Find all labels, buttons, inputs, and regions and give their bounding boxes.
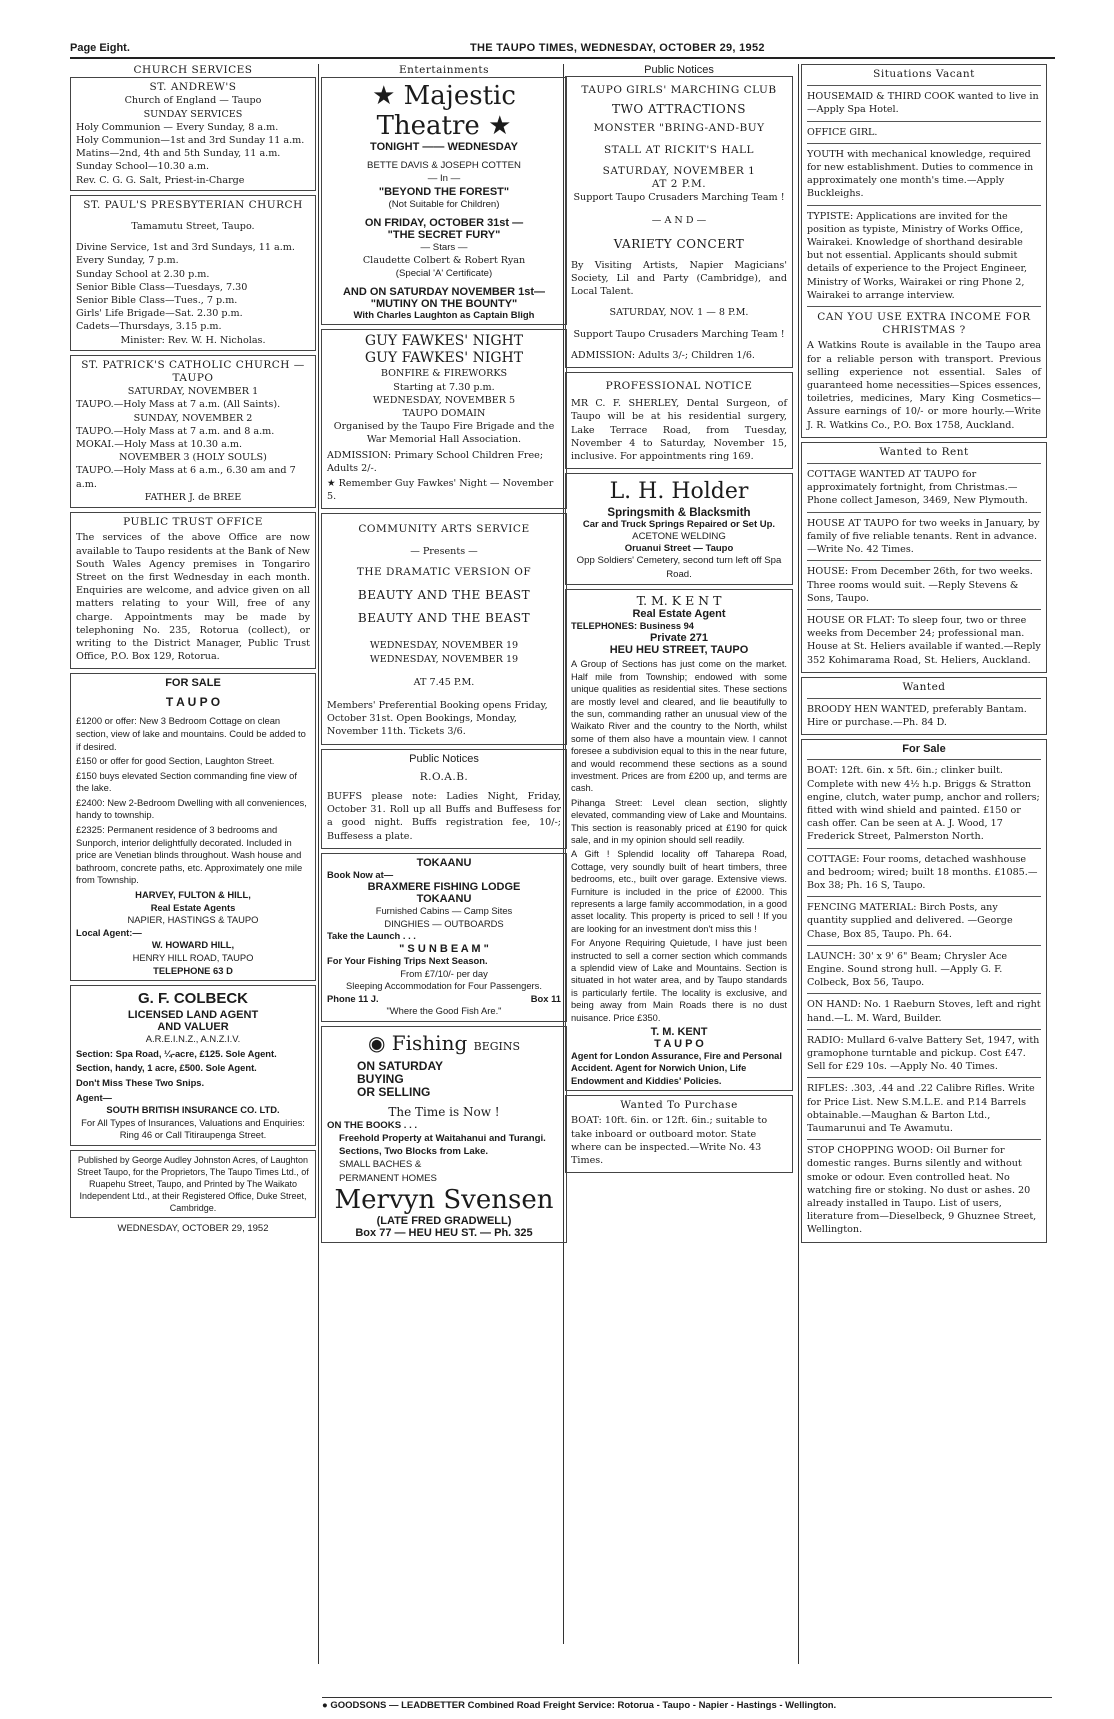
service-line: Holy Communion—1st and 3rd Sunday 11 a.m. — [76, 135, 305, 147]
play-time: AT 7.45 P.M. — [413, 676, 475, 688]
wanted-ad: BROODY HEN WANTED, preferably Bantam. Hire or purchase.—Ph. 84 D. — [807, 703, 1027, 729]
lodge-line: Furnished Cabins — Camp Sites — [375, 905, 513, 917]
play-title: BEAUTY AND THE BEAST — [357, 588, 531, 603]
colbeck-box — [70, 985, 316, 1146]
holder-services: Car and Truck Springs Repaired or Set Up. — [582, 519, 776, 531]
guy-fawkes-heading: GUY FAWKES' NIGHT — [364, 333, 524, 350]
sale-ad: FENCING MATERIAL: Birch Posts, any quantity supplied and delivered. —George Chase, Box 85, Taupo. Ph. 64. — [807, 902, 1013, 940]
book-now: Book Now at— — [327, 868, 394, 880]
onsat-line: ON SATURDAY — [357, 1059, 444, 1074]
kent-phone-business: TELEPHONES: Business 94 — [571, 620, 694, 631]
priest-name: FATHER J. de BREE — [144, 491, 242, 503]
page-number: Page Eight. — [70, 42, 130, 54]
holder-welding: ACETONE WELDING — [632, 531, 726, 543]
column-1 — [70, 64, 316, 1713]
lodge-slogan: "Where the Good Fish Are." — [386, 1005, 502, 1017]
public-trust-title: PUBLIC TRUST OFFICE — [123, 516, 263, 529]
service-line: Rev. C. G. G. Salt, Priest-in-Charge — [76, 174, 245, 186]
guy-fawkes-admission: ADMISSION: Primary School Children Free; Adults 2/-. — [327, 449, 544, 474]
film-stars: With Charles Laughton as Captain Bligh — [353, 310, 535, 322]
for-sale-title: For Sale — [902, 743, 946, 756]
holder-trade: Springsmith & Blacksmith — [607, 507, 751, 520]
guy-fawkes-heading: GUY FAWKES' NIGHT — [364, 350, 524, 367]
service-line: Senior Bible Class—Tues., 7 p.m. — [76, 295, 238, 307]
girls-marching-ad — [565, 76, 793, 368]
sale-ad: ON HAND: No. 1 Raeburn Stoves, left and right hand.—L. M. Ward, Builder. — [807, 999, 1041, 1024]
guy-fawkes-line: Starting at 7.30 p.m. — [393, 381, 495, 393]
mass-line: TAUPO.—Holy Mass at 6 a.m., 6.30 am and 7 a.m. — [76, 465, 296, 490]
professional-notice-title: PROFESSIONAL NOTICE — [605, 380, 753, 393]
kent-title: Real Estate Agent — [632, 607, 726, 620]
st-andrews-title: ST. ANDREW'S — [149, 81, 237, 94]
majestic-theatre-ad — [321, 77, 567, 325]
service-line: Cadets—Thursdays, 3.15 p.m. — [76, 321, 222, 333]
agent-line: NAPIER, HASTINGS & TAUPO — [127, 914, 259, 926]
roab-notice — [321, 749, 567, 849]
support-line: Support Taupo Crusaders Marching Team ! — [573, 192, 785, 204]
kent-agencies: Agent for London Assurance, Fire and Personal Accident. Agent for Norwich Union, Life Endowment and Kiddies' Policies. — [571, 1051, 782, 1086]
price-line: From £7/10/- per day — [400, 967, 488, 979]
books-line: ON THE BOOKS . . . — [327, 1119, 418, 1131]
kent-listing: Pihanga Street: Level clean section, slightly elevated, commanding view of Lake and Mountains. This section is reasonably priced at £190 for quick sale, and in my opinion should sell readily. — [571, 797, 787, 845]
service-line: Sunday School—10.30 a.m. — [76, 161, 210, 173]
wanted-rent-box — [801, 442, 1047, 673]
theatre-name: Majestic Theatre — [376, 81, 516, 142]
guy-fawkes-line: WEDNESDAY, NOVEMBER 5 — [372, 394, 516, 406]
lodge-phone: Phone 11 J. — [327, 992, 379, 1004]
star-icon: ★ — [372, 81, 404, 112]
local-agent-name: W. HOWARD HILL, — [151, 939, 235, 951]
booking-text: Members' Preferential Booking opens Friday, October 31st. Open Bookings, Monday, November 11th. Tickets 3/6. — [327, 700, 548, 738]
play-date: WEDNESDAY, NOVEMBER 19 — [369, 653, 519, 665]
church-title: CHURCH SERVICES — [133, 64, 253, 76]
classified-ad: OFFICE GIRL. — [807, 126, 878, 138]
date-line: SATURDAY, NOVEMBER 1 — [602, 164, 756, 177]
concert-artists: By Visiting Artists, Napier Magicians' Society, Lil and Party (Cambridge), and Local Talent. — [571, 259, 787, 298]
sale-item: £150 or offer for good Section, Laughton Street. — [76, 755, 275, 767]
kent-name: T. M. KENT — [650, 1026, 708, 1039]
colbeck-qualifications: A.R.E.I.N.Z., A.N.Z.I.V. — [145, 1033, 241, 1045]
situations-vacant-box — [801, 64, 1047, 438]
public-notices-title: Public Notices — [644, 64, 714, 76]
kent-place: T A U P O — [654, 1038, 704, 1051]
lodge-name: BRAXMERE FISHING LODGE — [367, 881, 521, 894]
kent-phone-private: Private 271 — [649, 632, 709, 645]
service-line: SUNDAY SERVICES — [143, 108, 243, 120]
fish-icon: ◉ — [367, 1031, 392, 1056]
st-patricks-title: ST. PATRICK'S CATHOLIC CHURCH — TAUPO — [81, 358, 305, 385]
professional-notice-text: MR C. F. SHERLEY, Dental Surgeon, of Taupo will be at his residential surgery, Lake Terrace Road, from Tuesday, November 4 to Saturday, November 15, inclusive. For appointments ring 169. — [571, 398, 787, 463]
buffs-text: BUFFS please note: Ladies Night, Friday, October 31. Roll up all Buffs and Buffesess for a good night. Buffs registration fee, 10/-; Buffesess a plate. — [327, 790, 561, 842]
guy-fawkes-ad — [321, 329, 567, 509]
kent-listing: A Gift ! Splendid locality off Taharepa Road, Cottage, very soundly built of heart timbers, three bedrooms, etc., built over garage. Extensive views. Furniture is included in the price of £2000. This represents a large family accommodation, in a good asset locality. This property is priced to sell ! If you are looking for an investment don't miss this ! — [571, 849, 787, 934]
marching-club-title: TAUPO GIRLS' MARCHING CLUB — [581, 84, 777, 96]
play-title: BEAUTY AND THE BEAST — [357, 611, 531, 626]
local-agent-label: Local Agent:— — [76, 926, 142, 938]
lodge-box: Box 11 — [530, 992, 561, 1004]
for-sale-place: T A U P O — [165, 695, 221, 710]
wanted-rent-title: Wanted to Rent — [879, 445, 969, 458]
classified-ad: YOUTH with mechanical knowledge, required for new establishment. Duties to commence in approximately one month's time.—Apply Buckleighs. — [807, 148, 1034, 200]
service-line: Matins—2nd, 4th and 5th Sunday, 11 a.m. — [76, 148, 281, 160]
arts-title: COMMUNITY ARTS SERVICE — [358, 523, 530, 536]
public-notices-title: Public Notices — [409, 752, 479, 765]
wanted-box — [801, 677, 1047, 736]
column-divider — [318, 64, 319, 1664]
tokaanu-ad — [321, 853, 567, 1022]
mass-line: SUNDAY, NOVEMBER 2 — [133, 412, 253, 424]
late-line: (LATE FRED GRADWELL) — [376, 1214, 512, 1227]
extra-income-text: A Watkins Route is available in the Taupo area for a reliable person with transport. Previous selling experience not essential. Sales of guaranteed home necessities—Spices essences, toiletries, medicines, Mary King Cosmetics—Assure earnings of 10/- or more hourly.—Write J. R. Watkins Co., P.O. Box 1758, Auckland. — [807, 340, 1041, 431]
wanted-purchase-title: Wanted To Purchase — [620, 1099, 738, 1112]
service-line: Church of England — Taupo — [124, 95, 262, 107]
guy-fawkes-line: BONFIRE & FIREWORKS — [380, 368, 508, 380]
mass-line: MOKAI.—Holy Mass at 10.30 a.m. — [76, 439, 243, 451]
holder-directions: Opp Soldiers' Cemetery, second turn left off Spa Road. — [576, 555, 782, 580]
sale-ad: RIFLES: .303, .44 and .22 Calibre Rifles. Write for Price List. New S.M.L.E. and P.14 Barrels obtainable.—Maughan & Barton Ltd., Taumarunui and Te Awamutu. — [807, 1083, 1035, 1134]
kent-listing: For Anyone Requiring Quietude, I have just been instructed to sell a corner section which commands a splendid view of Lake and Mountains. Section is situated in hot water area, and by Taupo standards is particularly fertile. The locality is exclusive, and being away from Main Roads there is no dust nuisance. Price £350. — [571, 938, 787, 1023]
guy-fawkes-line: Organised by the Taupo Fire Brigade and the War Memorial Hall Association. — [333, 421, 555, 446]
film-title: "BEYOND THE FOREST" — [378, 185, 510, 198]
column-3 — [565, 64, 793, 1713]
column-4 — [801, 64, 1047, 1713]
extra-income-title: CAN YOU USE EXTRA INCOME FOR CHRISTMAS ? — [817, 311, 1031, 337]
holder-ad — [565, 473, 793, 585]
service-line: Girls' Life Brigade—Sat. 2.30 p.m. — [76, 308, 243, 320]
film-stars: BETTE DAVIS & JOSEPH COTTEN — [367, 160, 521, 172]
permanent-homes-line: PERMANENT HOMES — [339, 1172, 437, 1184]
guy-fawkes-line: TAUPO DOMAIN — [402, 408, 486, 420]
wanted-title: Wanted — [902, 680, 946, 693]
tonight-line: TONIGHT —— WEDNESDAY — [370, 141, 518, 154]
kent-address: HEU HEU STREET, TAUPO — [609, 644, 749, 657]
time-line: AT 2 P.M. — [651, 178, 707, 191]
in-line: — In — — [427, 173, 461, 185]
kent-name: T. M. K E N T — [636, 592, 722, 608]
mass-line: TAUPO.—Holy Mass at 7 a.m. and 8 a.m. — [76, 425, 275, 437]
support-line: Support Taupo Crusaders Marching Team ! — [573, 328, 785, 340]
stall-line: STALL AT RICKIT'S HALL — [603, 143, 755, 156]
svensen-ad — [321, 1026, 567, 1243]
friday-line: ON FRIDAY, OCTOBER 31st — — [364, 216, 524, 229]
st-pauls-address: Tamamutu Street, Taupo. — [131, 221, 255, 233]
arts-service-ad — [321, 513, 567, 744]
for-sale-title: FOR SALE — [165, 677, 221, 690]
dramatic-line: THE DRAMATIC VERSION OF — [356, 565, 532, 578]
kent-ad — [565, 589, 793, 1091]
imprint-box — [70, 1150, 316, 1218]
and-line: — A N D — — [651, 215, 707, 227]
launch-line: Take the Launch . . . — [327, 930, 416, 942]
wanted-purchase-box — [565, 1095, 793, 1173]
sleep-line: Sleeping Accommodation for Four Passengers. — [346, 980, 542, 992]
film-title: "MUTINY ON THE BOUNTY" — [370, 298, 518, 311]
entertainments-title: Entertainments — [398, 64, 490, 76]
rental-ad: COTTAGE WANTED AT TAUPO for approximately fortnight, from Christmas.—Phone collect Jameson, 3469, New Plymouth. — [807, 469, 1028, 507]
sale-ad: RADIO: Mullard 6-valve Battery Set, 1947, with gramophone turntable and pickup. Cost £47. Sell for £29 10s. —Apply No. 40 Times. — [807, 1034, 1040, 1073]
svensen-contact: Box 77 — HEU HEU ST. — Ph. 325 — [355, 1226, 533, 1239]
roab-title: R.O.A.B. — [419, 770, 469, 783]
colbeck-title: LICENSED LAND AGENT — [127, 1009, 259, 1022]
star-icon: ★ — [479, 111, 512, 142]
service-line: Minister: Rev. W. H. Nicholas. — [120, 334, 266, 346]
concert-date: SATURDAY, NOV. 1 — 8 P.M. — [609, 307, 749, 319]
colbeck-note: Don't Miss These Two Snips. — [76, 1076, 205, 1088]
agent-name: HARVEY, FULTON & HILL, — [135, 889, 251, 901]
imprint-text: Published by George Audley Johnston Acres, of Laughton Street Taupo, for the Proprietors, The Taupo Times Ltd., of Ruapehu Street, Taupo, and Printed by The Waikato Independent Ltd., at their Registered Office, Duke Street, Cambridge. — [77, 1154, 309, 1213]
st-pauls-title: ST. PAUL'S PRESBYTERIAN CHURCH — [83, 198, 303, 211]
sale-item: £1200 or offer: New 3 Bedroom Cottage on clean section, view of lake and mountains. Could be added to if desired. — [76, 715, 306, 752]
play-date: WEDNESDAY, NOVEMBER 19 — [369, 640, 519, 652]
service-line: Sunday School at 2.30 p.m. — [76, 268, 210, 280]
mass-line: TAUPO.—Holy Mass at 7 a.m. (All Saints). — [76, 399, 281, 411]
svensen-name: Mervyn Svensen — [334, 1184, 554, 1215]
service-line: Senior Bible Class—Tuesdays, 7.30 — [76, 281, 248, 293]
classified-ad: HOUSEMAID & THIRD COOK wanted to live in—Apply Spa Hotel. — [807, 91, 1039, 116]
colbeck-title: AND VALUER — [157, 1021, 229, 1034]
lodge-line: DINGHIES — OUTBOARDS — [384, 917, 504, 929]
film-note: (Special 'A' Certificate) — [395, 268, 493, 280]
sale-item: £2400: New 2-Bedroom Dwelling with all conveniences, handy to township. — [76, 796, 307, 821]
launch-name: " S U N B E A M " — [399, 943, 489, 956]
concert-admission: ADMISSION: Adults 3/-; Children 1/6. — [571, 349, 755, 361]
colbeck-name: G. F. COLBECK — [137, 990, 248, 1008]
mass-line: SATURDAY, NOVEMBER 1 — [127, 386, 259, 398]
freehold-text: Freehold Property at Waitahanui and Turangi. Sections, Two Blocks from Lake. — [339, 1133, 546, 1158]
buying-line: BUYING — [357, 1072, 404, 1087]
insurance-text: For All Types of Insurances, Valuations and Enquiries: Ring 46 or Call Titiraupenga Street. — [81, 1116, 305, 1141]
film-title: "THE SECRET FURY" — [387, 228, 501, 241]
rental-ad: HOUSE: From December 26th, for two weeks. Three rooms would suit. —Reply Stevens & Sons, Taupo. — [807, 566, 1033, 604]
for-sale-box — [70, 673, 316, 981]
insurance-agent-label: Agent— — [76, 1091, 112, 1103]
sale-ad: LAUNCH: 30' x 9' 6" Beam; Chrysler Ace Engine. Sound strong hull. —Apply G. F. Colbeck, Box 56, Taupo. — [807, 950, 1008, 989]
rental-ad: HOUSE AT TAUPO for two weeks in January, by family of five reliable tenants. Rent in advance.—Write No. 42 Times. — [807, 517, 1040, 556]
st-andrews-box — [70, 77, 316, 191]
stars-line: — Stars — — [420, 241, 468, 253]
film-note: (Not Suitable for Children) — [388, 198, 500, 210]
lodge-place: TOKAANU — [416, 893, 472, 906]
fishing-heading: Fishing — [391, 1031, 468, 1056]
attractions-line: TWO ATTRACTIONS — [612, 102, 746, 117]
footer-banner: ● GOODSONS — LEADBETTER Combined Road Freight Service: Rotorua - Taupo - Napier - Hastings - Wellington. — [322, 1697, 1052, 1711]
rental-ad: HOUSE OR FLAT: To sleep four, two or three weeks from December 24; professional man. House at St. Heliers available if wanted.—Reply 352 Kohimarama Road, St. Heliers, Auckland. — [807, 614, 1041, 666]
insurance-company: SOUTH BRITISH INSURANCE CO. LTD. — [106, 1104, 280, 1116]
masthead: THE TAUPO TIMES, WEDNESDAY, OCTOBER 29, 1952 — [470, 42, 765, 54]
baches-line: SMALL BACHES & — [339, 1159, 422, 1171]
sale-item: £2325: Permanent residence of 3 bedrooms and Sunporch, interior delightfully decorated. Included in price are Venetian blinds throughout. Wash house and bathroom, concrete paths, etc. Approximately one mile from Township. — [76, 824, 303, 886]
sale-ad: BOAT: 12ft. 6in. x 5ft. 6in.; clinker built. Complete with new 4½ h.p. Briggs & Stratton engine, clutch, water pump, anchor and rollers; fitted with wind shield and painted. £150 or cash offer. Can be seen at A. J. Wood, 17 Frederick Street, Palmerston North. — [807, 765, 1040, 843]
variety-concert-line: VARIETY CONCERT — [613, 236, 745, 251]
guy-fawkes-reminder: ★ Remember Guy Fawkes' Night — November 5. — [327, 478, 554, 503]
professional-notice — [565, 372, 793, 469]
sale-ad: STOP CHOPPING WOOD: Oil Burner for domestic ranges. Burns silently and without smoke or odour. Even controlled heat. No watching fire or stoking. No dust or ashes. 20 already installed in Taupo. List of users, literature from—Dieselbeck, 9 Ghuznee Street, Wellington. — [807, 1145, 1037, 1236]
bring-and-buy-line: MONSTER "BRING-AND-BUY — [593, 122, 765, 135]
agent-line: Real Estate Agents — [150, 901, 236, 913]
situations-vacant-title: Situations Vacant — [873, 68, 975, 80]
imprint-date: WEDNESDAY, OCTOBER 29, 1952 — [117, 1222, 269, 1234]
public-trust-text: The services of the above Office are now available to Taupo residents at the Bank of New South Wales Agency premises in Tongariro Street on the first Wednesday in each month. Enquiries are welcome, and advice given on all matters relating to your Will, free of any charge. Appointments may be made by telephoning No. 235, Rotorua (collect), or writing to the District Manager, Public Trust Office, P.O. Box 129, Rotorua. — [76, 532, 310, 663]
colbeck-section: Section: Spa Road, ¼-acre, £125. Sole Agent. — [76, 1047, 277, 1059]
colbeck-section: Section, handy, 1 acre, £500. Sole Agent. — [76, 1062, 257, 1074]
column-2 — [321, 64, 567, 1713]
mass-line: NOVEMBER 3 (HOLY SOULS) — [119, 452, 267, 464]
selling-line: OR SELLING — [357, 1085, 431, 1100]
st-pauls-box — [70, 195, 316, 351]
header-rule — [70, 57, 1055, 59]
saturday-line: AND ON SATURDAY NOVEMBER 1st— — [342, 286, 546, 299]
holder-name: L. H. Holder — [609, 479, 749, 505]
for-sale-classifieds — [801, 739, 1047, 1242]
begins-word: BEGINS — [473, 1040, 521, 1054]
service-line: Holy Communion — Every Sunday, 8 a.m. — [76, 121, 279, 133]
time-now-line: The Time is Now ! — [388, 1104, 500, 1119]
tokaanu-title: TOKAANU — [416, 856, 472, 869]
sale-item: £150 buys elevated Section commanding fine view of the lake. — [76, 769, 297, 794]
sale-ad: COTTAGE: Four rooms, detached washhouse and bedroom; wired; built 18 months. £1085.—Box 38; Ph. 16 S, Taupo. — [807, 853, 1038, 891]
wanted-purchase-text: BOAT: 10ft. 6in. or 12ft. 6in.; suitable to take inboard or outboard motor. State where can be inspected.—Write No. 43 Times. — [571, 1115, 768, 1167]
film-stars: Claudette Colbert & Robert Ryan — [362, 255, 526, 267]
kent-listing: A Group of Sections has just come on the market. Half mile from Township; endowed with some unique qualities as residential sites. These sections are mostly level and cleared, and lie beautifully to the sun, commanding rather an unusual view of the Waikato River and the country to the North, whilst some of them also have a mountain view. I cannot foresee a subdivision equal to this in the near future, and would recommend these sections as a sound investment. Prices are from £200 up, and terms are cash. — [571, 659, 787, 794]
local-agent-address: HENRY HILL ROAD, TAUPO — [132, 952, 254, 964]
public-trust-box — [70, 512, 316, 669]
presents-line: — Presents — — [410, 545, 478, 557]
column-divider — [798, 64, 799, 1664]
classified-ad: TYPISTE: Applications are invited for the position as typiste, Ministry of Works Office, Wairakei. Knowledge of shorthand desirable but not essential. Applicants should submit details of experience to the Project Engineer, Ministry of Works, Wairakei or ring Phone 2, Wairakei to arrange interview. — [807, 210, 1028, 301]
st-patricks-box — [70, 355, 316, 508]
service-line: Divine Service, 1st and 3rd Sundays, 11 a.m. Every Sunday, 7 p.m. — [76, 242, 295, 267]
holder-address: Oruanui Street — Taupo — [624, 543, 734, 555]
trips-line: For Your Fishing Trips Next Season. — [327, 955, 488, 967]
local-agent-phone: TELEPHONE 63 D — [153, 964, 233, 976]
